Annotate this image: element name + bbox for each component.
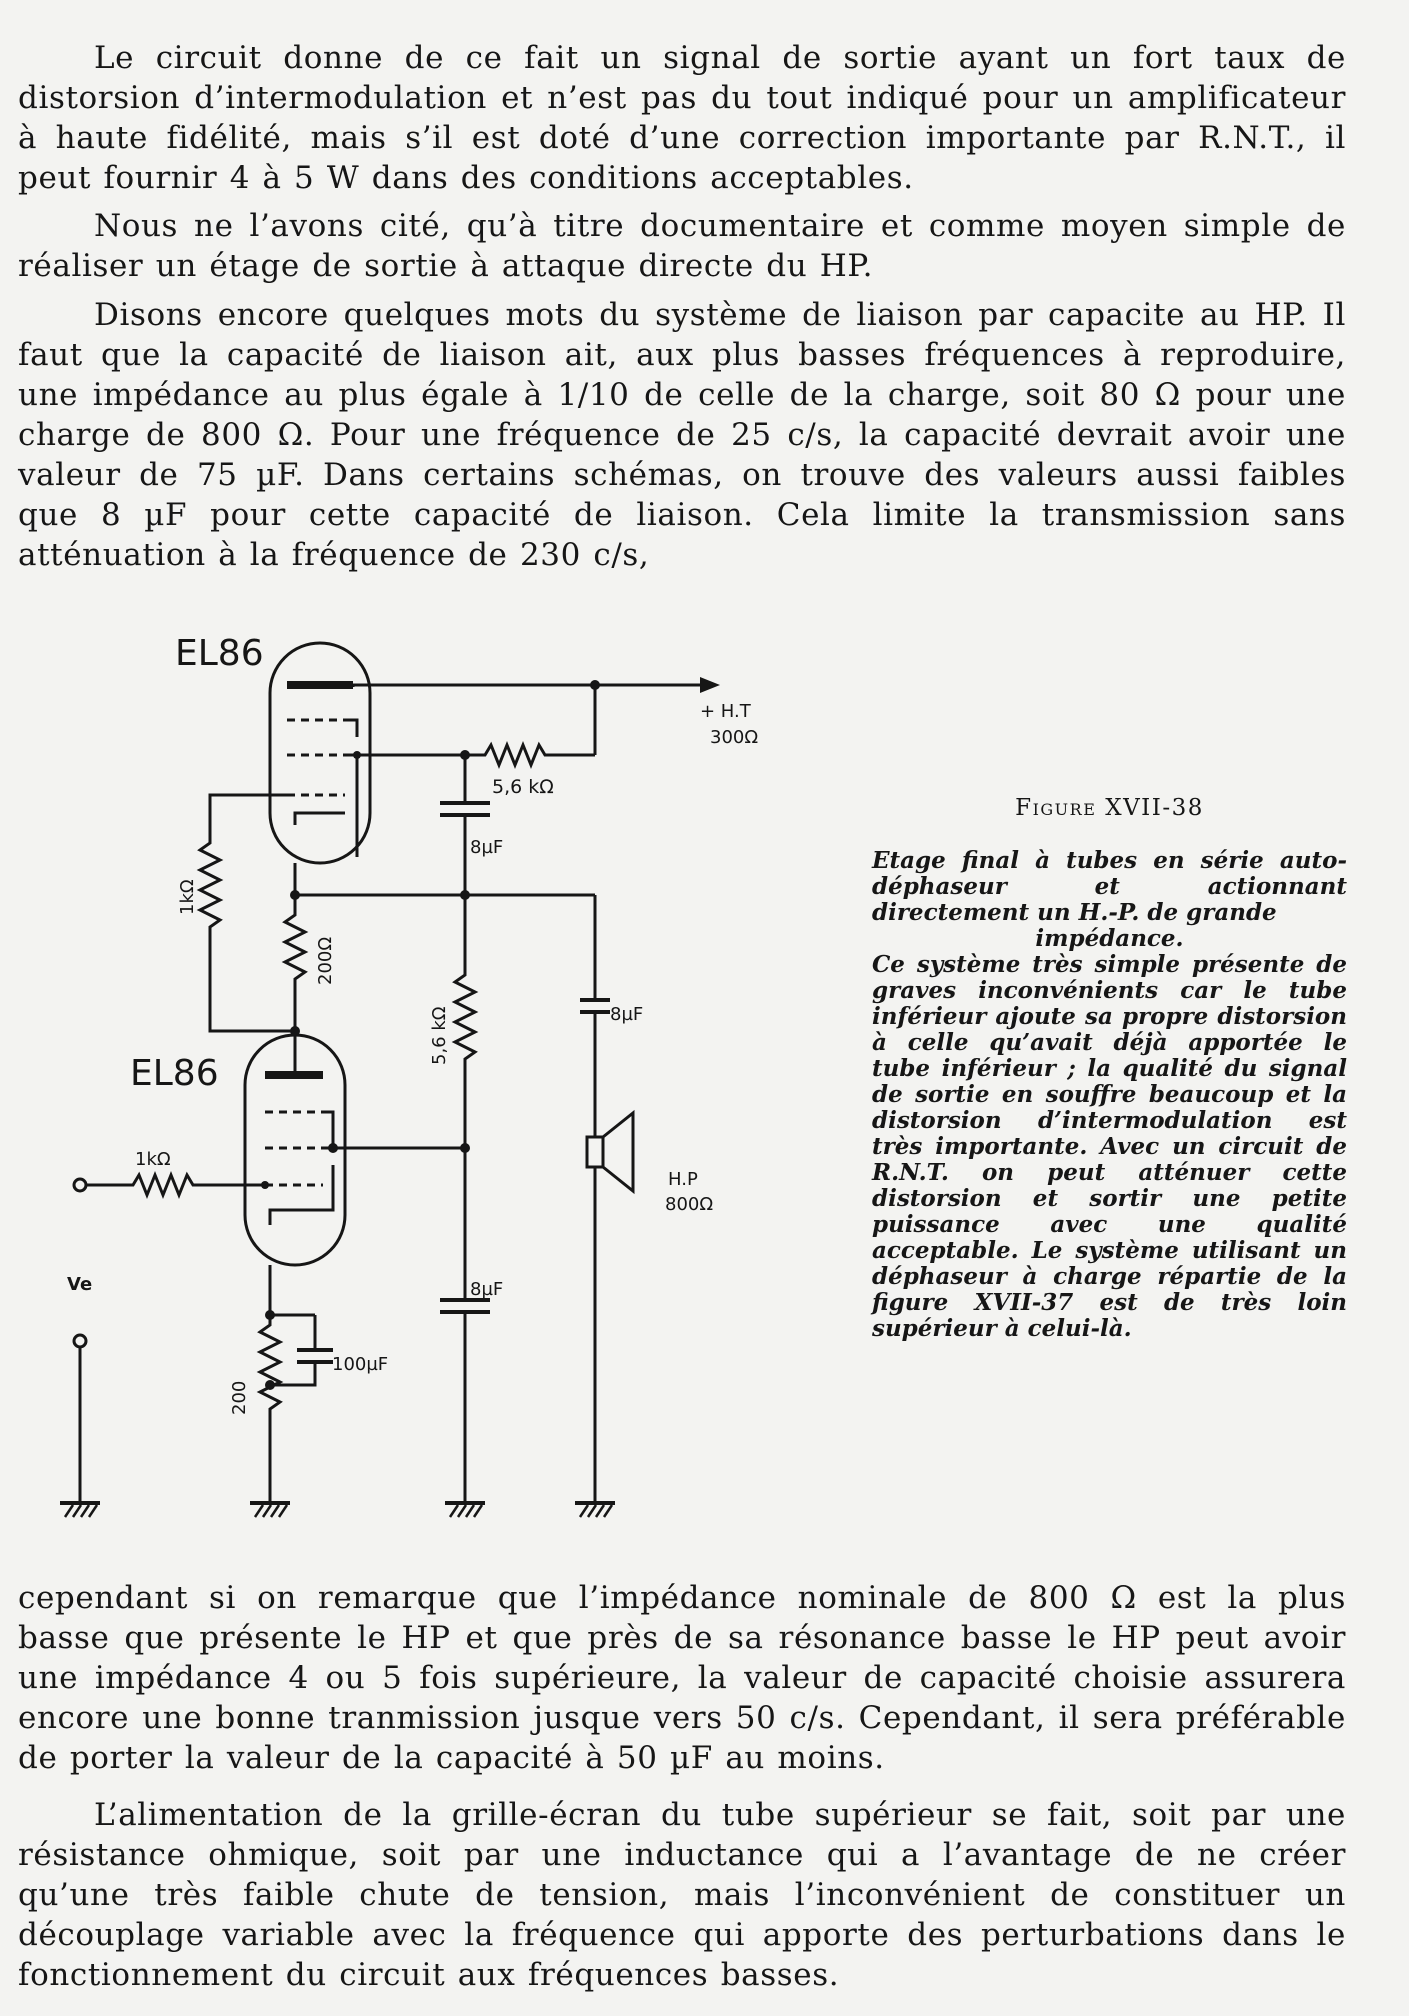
cathode-resistor-bottom-label: 200	[229, 1380, 250, 1415]
cathode-cap-label: 100µF	[332, 1354, 389, 1375]
paragraph-5: L’alimentation de la grille-écran du tube supérieur se fait, soit par une résistance ohmique, soit par une inductance qui a l’avantage de ne créer qu’une très faible chute de tension, mais l’inconvénient de constituer un découplage variable avec la fréquence qui apporte des perturbations dans le fonctionnement du circuit aux fréquences basses.	[18, 1797, 1346, 1993]
caption-rest: Ce système très simple présente de graves inconvénients car le tube inférieur ajoute sa propre distorsion à celle qu’avait déjà apportée le tube inférieur ; la qualité du signal de sortie en souffre beaucoup et la distorsion d’intermodulation est très importante. Avec un circuit de R.N.T. on peut atténuer cette distorsion et sortir une petite puissance avec une qualité acceptable. Le système utilisant un déphaseur à charge répartie de la figure XVII-37 est de très loin supérieur à celui-là.	[872, 951, 1347, 1342]
ht-value: 300Ω	[710, 727, 759, 748]
speaker-label: H.P	[668, 1169, 698, 1190]
screen-resistor-label: 5,6 kΩ	[492, 776, 554, 798]
cathode-resistor-top-label: 200Ω	[315, 936, 336, 985]
paragraph-1: Le circuit donne de ce fait un signal de sortie ayant un fort taux de distorsion d’intermodulation et n’est pas du tout indiqué pour un amplificateur à haute fidélité, mais s’il est doté d’une correction importante par R.N.T., il peut fournir 4 à 5 W dans des conditions acceptables.	[18, 40, 1346, 196]
ht-label: + H.T	[700, 701, 751, 722]
paragraph-2: Nous ne l’avons cité, qu’à titre documentaire et comme moyen simple de réaliser un étage de sortie à attaque directe du HP.	[18, 208, 1346, 284]
bottom-tube-label: EL86	[130, 1053, 219, 1094]
coupling-cap-label: 8µF	[610, 1004, 644, 1025]
circuit-schematic	[55, 625, 895, 1530]
caption-center: impédance.	[1035, 925, 1184, 952]
figure-title: Figure XVII-38	[1015, 795, 1204, 821]
paragraph-4: cependant si on remarque que l’impédance nominale de 800 Ω est la plus basse que présente le HP et que près de sa résonance basse le HP peut avoir une impédance 4 ou 5 fois supérieure, la valeur de capacité choisie assurera encore une bonne tranmission jusque vers 50 c/s. Cependant, il sera préférable de porter la valeur de la capacité à 50 µF au moins.	[18, 1580, 1346, 1776]
speaker-value: 800Ω	[665, 1194, 714, 1215]
input-resistor-label: 1kΩ	[135, 1149, 171, 1170]
input-label: Ve	[67, 1274, 93, 1295]
paragraph-3: Disons encore quelques mots du système de liaison par capacite au HP. Il faut que la capacité de liaison ait, aux plus basses fréquences à reproduire, une impédance au plus égale à 1/10 de celle de la charge, soit 80 Ω pour une charge de 800 Ω. Pour une fréquence de 25 c/s, la capacité devrait avoir une valeur de 75 µF. Dans certains schémas, on trouve des valeurs aussi faibles que 8 µF pour cette capacité de liaison. Cela limite la transmission sans atténuation à la fréquence de 230 c/s,	[18, 297, 1346, 573]
caption-line1: Etage final à tubes en série auto-déphaseur et actionnant directement un H.-P. de grande	[872, 847, 1347, 926]
figure-caption	[872, 848, 1347, 1342]
bottom-cap-label: 8µF	[470, 1279, 504, 1300]
top-tube-label: EL86	[175, 633, 264, 674]
top-cap-label: 8µF	[470, 837, 504, 858]
divider-resistor-label: 5,6 kΩ	[429, 1006, 450, 1065]
grid-resistor-label: 1kΩ	[177, 879, 198, 915]
